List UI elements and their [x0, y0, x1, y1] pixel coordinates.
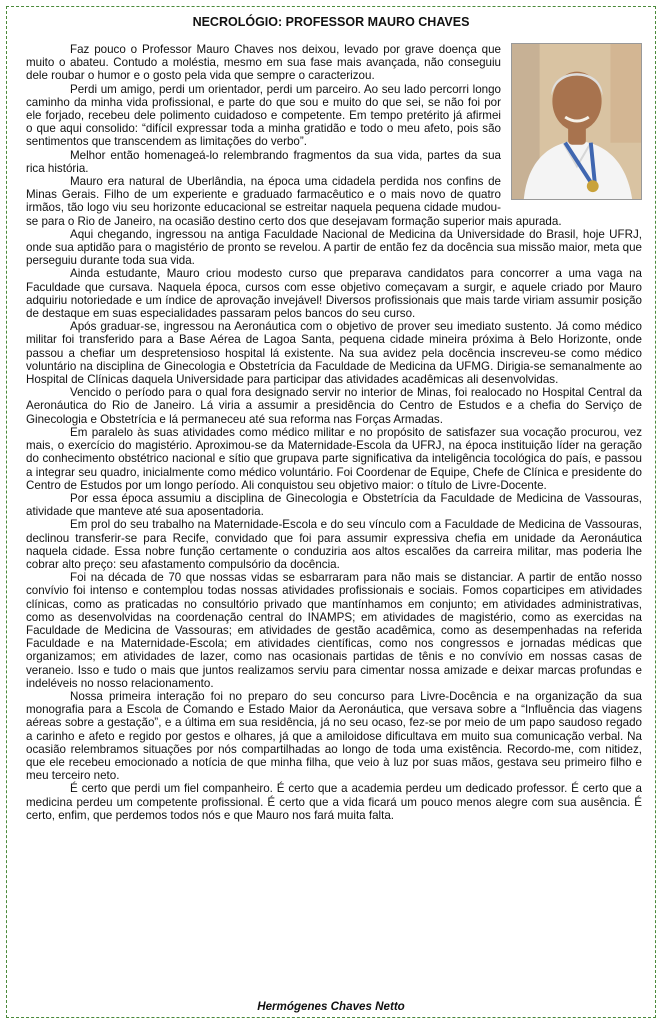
author-signature: Hermógenes Chaves Netto — [257, 1000, 405, 1013]
paragraph: Por essa época assumiu a disciplina de Ginecologia e Obstetrícia da Faculdade de Medicina de Vassouras, atividade que manteve até sua aposentadoria. — [26, 491, 642, 519]
paragraph: Após graduar-se, ingressou na Aeronáutica com o objetivo de prover seu imediato sustento. Já como médico militar foi transferido para a Base Aérea de Lagoa Santa, pequena cidade mineira próxima à Belo Horizonte, onde passou a chefiar um despretensioso hospital lá existente. Na sua avidez pela docência inscreveu-se como médico voluntário na disciplina de Ginecologia e Obstetrícia da Faculdade de Medicina da UFMG. Dirigia-se semanalmente ao Hospital de Clínicas daquela Universidade para participar das atividades acadêmicas ali desenvolvidas. — [26, 320, 642, 387]
article-body — [26, 43, 642, 822]
paragraph: Mauro era natural de Uberlândia, na época uma cidadela perdida nos confins de Minas Gerais. Filho de um experiente e graduado farmacêutico e o mais novo de quatro irmãos, tão logo viu seu horizonte educacional se estreitar naquela pequena cidade mudou-se para o Rio de Janeiro, na ocasião destino certo dos que desejavam formação superior mais apurada. — [26, 175, 562, 228]
portrait-photo-icon — [511, 43, 642, 200]
page-title: NECROLÓGIO: PROFESSOR MAURO CHAVES — [192, 15, 470, 29]
paragraph: Ainda estudante, Mauro criou modesto curso que preparava candidatos para concorrer a uma vaga na Faculdade que cursava. Naquela época, cursos com esse objetivo começavam a surgir, e aquele criado por Mauro adquiriu notoriedade e um índice de aprovação invejável! Diversos profissionais que mais tarde viriam assumir posição de destaque em suas especialidades passaram pelos bancos do seu curso. — [26, 267, 642, 321]
paragraph: Em paralelo às suas atividades como médico militar e no propósito de satisfazer sua vocação procurou, vez mais, o exercício do magistério. Aproximou-se da Maternidade-Escola da UFRJ, na época instituição líder na geração do conhecimento obstétrico nacional e sítio que grupava parte significativa da inteligência tocológica do país, e passou a integrar seu quadro, inicialmente como médico voluntário. Foi Coordenar de Equipe, Chefe de Clínica e presidente do Centro de Estudos por um longo período. Ali conquistou seu objetivo maior: o título de Livre-Docente. — [26, 425, 642, 492]
paragraph: É certo que perdi um fiel companheiro. É certo que a academia perdeu um dedicado professor. É certo que a medicina perdeu um competente profissional. É certo que a vida ficará um pouco menos alegre com sua ausência. É certo, enfim, que perdemos todos nós e que Mauro nos fará muita falta. — [26, 782, 642, 822]
portrait-illustration — [512, 44, 641, 199]
paragraph: Perdi um amigo, perdi um orientador, perdi um parceiro. Ao seu lado percorri longo caminho da minha vida profissional, e parte do que sou e muito do que sei, se não foi por ele forjado, recebeu dele polimento cuidadoso e competente. Em tempo pretérito já afirmei o que aqui consolido: “difícil expressar toda a minha gratidão e todo o meu afeto, pois são sentimentos que transcendem as limitações do verbo”. — [26, 82, 501, 149]
paragraph: Em prol do seu trabalho na Maternidade-Escola e do seu vínculo com a Faculdade de Medicina de Vassouras, declinou transferir-se para Recife, convidado que foi para assumir expressiva chefia em unidade da Aeronáutica naquela cidade. Essa nobre função certamente o conduziria aos altos escalões da carreira militar, mas poderia lhe cobrar alto preço: seu afastamento compulsório da docência. — [26, 518, 642, 571]
paragraph: Vencido o período para o qual fora designado servir no interior de Minas, foi realocado no Hospital Central da Aeronáutica do Rio de Janeiro. Lá viria a assumir a presidência do Centro de Estudos e a chefia do Serviço de Ginecologia e Obstetrícia e lá permaneceu até sua reforma nas Forças Armadas. — [26, 386, 642, 426]
obituary-page — [6, 6, 656, 1018]
paragraph: Melhor então homenageá-lo relembrando fragmentos da sua vida, partes da sua rica história. — [26, 148, 501, 175]
paragraph: Aqui chegando, ingressou na antiga Faculdade Nacional de Medicina da Universidade do Brasil, hoje UFRJ, onde sua aptidão para o magistério de pronto se revelou. A partir de então fez da docência sua missão maior, meta que perseguiu durante toda sua vida. — [26, 227, 642, 268]
paragraph: Faz pouco o Professor Mauro Chaves nos deixou, levado por grave doença que muito o abateu. Contudo a moléstia, mesmo em sua fase mais avançada, não conseguiu dele roubar o humor e o gosto pela vida que sempre o caracterizou. — [26, 43, 501, 83]
paragraph: Nossa primeira interação foi no preparo do seu concurso para Livre-Docência e na organização da sua monografia para a Escola de Comando e Estado Maior da Aeronáutica, que versava sobre a “Influência das viagens aéreas sobre a gestação”, e a última em sua residência, já no seu ocaso, fez-se por meio de um papo saudoso regado a carinho e afeto e regido por gestos e olhares, já que a amiloidose dificultava em muito sua comunicação verbal. Na ocasião relembramos situações por nós compartilhadas ao longo de toda uma existência. Recordo-me, com nitidez, que ele recebeu emocionado a notícia de que minha filha, que veio à luz por suas mãos, gestava seu primeiro filho e meu terceiro neto. — [26, 689, 642, 783]
paragraph: Foi na década de 70 que nossas vidas se esbarraram para não mais se distanciar. A partir de então nosso convívio foi intenso e contemplou todas nossas atividades profissionais e sociais. Fomos coparticipes em atividades clínicas, como as praticadas no consultório privado que mantínhamos em conjunto; em atividades administrativas, como as desenvolvidas na coordenação central do INAMPS; em atividades de magistério, como as exercidas na Faculdade de Medicina de Vassouras; em atividades de gestão acadêmica, como as desempenhadas na referida Faculdade e na Maternidade-Escola; em atividades científicas, como nos congressos e jornadas médicas que organizamos; em atividades de lazer, como nas ocasionais partidas de tênis e no convívio em nossas casas de veraneio. Isso e tudo o mais que juntos realizamos serviu para cimentar nossa amizade e deixar marcas profundas e indeléveis no nosso relacionamento. — [26, 571, 642, 690]
